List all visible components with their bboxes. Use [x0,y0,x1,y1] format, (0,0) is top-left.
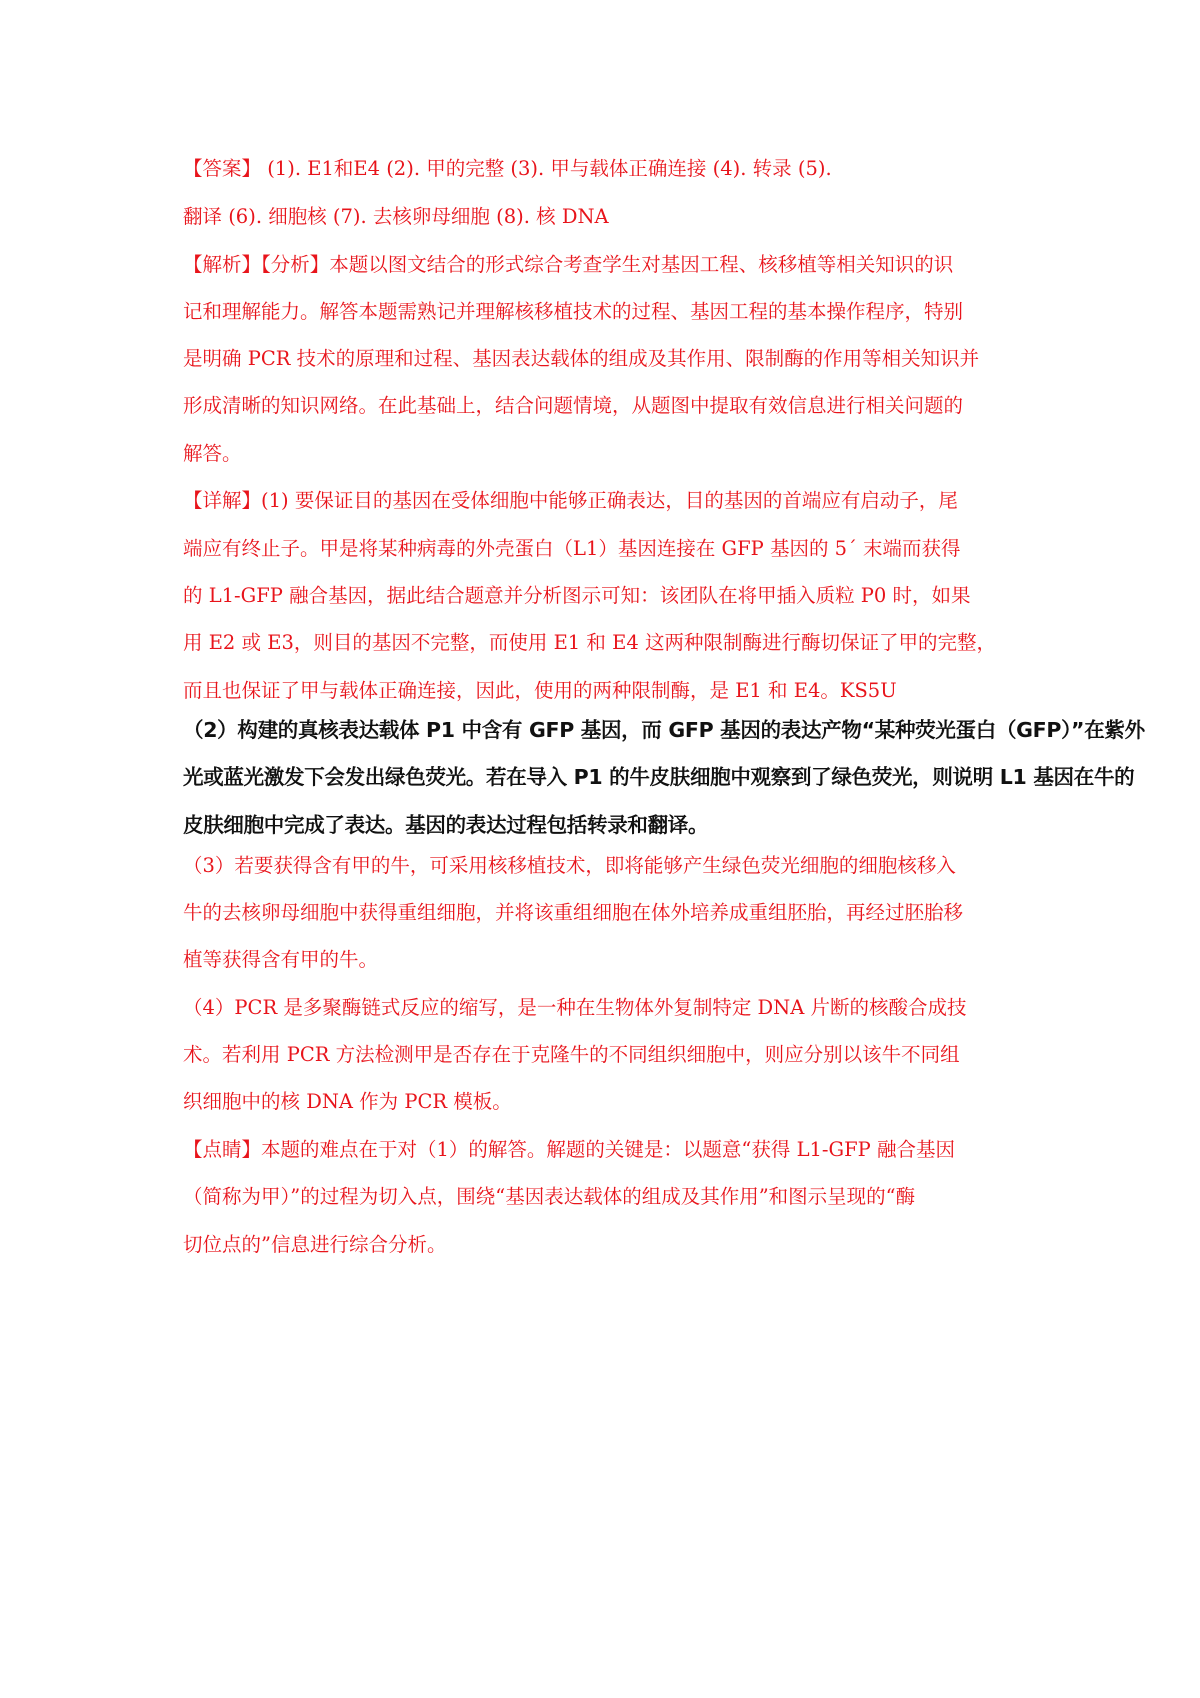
part3-line-1: （3）若要获得含有甲的牛，可采用核移植技术，即将能够产生绿色荧光细胞的细胞核移入 [183,854,956,877]
part2-line-1: （2）构建的真核表达载体 P1 中含有 GFP 基因，而 GFP 基因的表达产物“某种荧光蛋白（GFP）”在紫外 [183,718,1145,742]
detail-line-3: 的 L1-GFP 融合基因，据此结合题意并分析图示可知：该团队在将甲插入质粒 P0 时，如果 [183,584,971,607]
tips-line-2: （简称为甲）”的过程为切入点，围绕“基因表达载体的组成及其作用”和图示呈现的“酶 [183,1185,916,1208]
analysis-line-5: 解答。 [183,442,242,465]
answer-line-1: 【答案】 (1). E1和E4 (2). 甲的完整 (3). 甲与载体正确连接 (4). 转录 (5). [183,157,832,180]
detail-line-2: 端应有终止子。甲是将某种病毒的外壳蛋白（L1）基因连接在 GFP 基因的 5ˊ 末端而获得 [183,537,961,560]
part4-line-1: （4）PCR 是多聚酶链式反应的缩写，是一种在生物体外复制特定 DNA 片断的核酸合成技 [183,996,967,1019]
analysis-line-1: 【解析】【分析】本题以图文结合的形式综合考查学生对基因工程、核移植等相关知识的识 [183,253,954,276]
analysis-line-4: 形成清晰的知识网络。在此基础上，结合问题情境，从题图中提取有效信息进行相关问题的 [183,394,964,417]
part4-line-3: 织细胞中的核 DNA 作为 PCR 模板。 [183,1090,512,1113]
detail-line-4: 用 E2 或 E3，则目的基因不完整，而使用 E1 和 E4 这两种限制酶进行酶切保证了甲的完整， [183,631,996,654]
part2-line-2: 光或蓝光激发下会发出绿色荧光。若在导入 P1 的牛皮肤细胞中观察到了绿色荧光，则说明 L1 基因在牛的 [183,765,1135,789]
detail-line-5: 而且也保证了甲与载体正确连接，因此，使用的两种限制酶，是 E1 和 E4。KS5U [183,679,897,702]
answer-line-2: 翻译 (6). 细胞核 (7). 去核卵母细胞 (8). 核 DNA [183,205,609,228]
part3-line-3: 植等获得含有甲的牛。 [183,948,379,971]
part3-line-2: 牛的去核卵母细胞中获得重组细胞，并将该重组细胞在体外培养成重组胚胎，再经过胚胎移 [183,901,964,924]
part4-line-2: 术。若利用 PCR 方法检测甲是否存在于克隆牛的不同组织细胞中，则应分别以该牛不同组 [183,1043,960,1066]
detail-line-1: 【详解】(1) 要保证目的基因在受体细胞中能够正确表达，目的基因的首端应有启动子，尾 [183,489,958,512]
analysis-line-3: 是明确 PCR 技术的原理和过程、基因表达载体的组成及其作用、限制酶的作用等相关知识并 [183,347,980,370]
tips-line-1: 【点睛】本题的难点在于对（1）的解答。解题的关键是：以题意“获得 L1-GFP 融合基因 [183,1138,955,1161]
part2-line-3: 皮肤细胞中完成了表达。基因的表达过程包括转录和翻译。 [183,813,709,837]
tips-line-3: 切位点的”信息进行综合分析。 [183,1233,447,1256]
analysis-line-2: 记和理解能力。解答本题需熟记并理解核移植技术的过程、基因工程的基本操作程序，特别 [183,300,964,323]
